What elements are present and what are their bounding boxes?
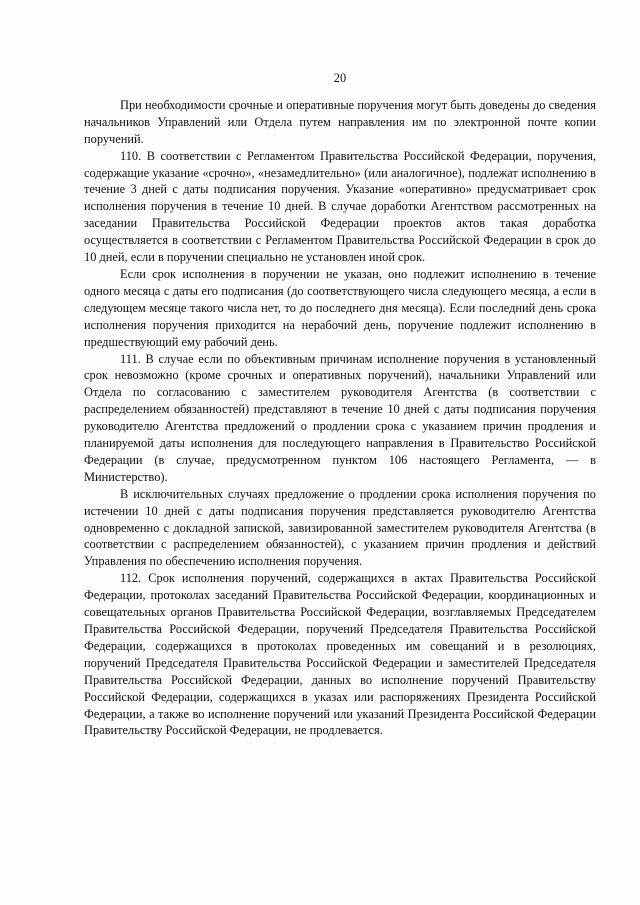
- paragraph-110-no-deadline: Если срок исполнения в поручении не указан, оно подлежит исполнению в течение одного месяца с даты его подписания (до соответствующего числа следующего месяца, а если в следующем месяце такого числа нет, то до последнего дня месяца). Если последний день срока исполнения поручения приходится на нерабочий день, поручение подлежит исполнению в предшествующий ему рабочий день.: [84, 266, 596, 349]
- page-number: 20: [333, 71, 347, 85]
- paragraph-111-exceptional-cases: В исключительных случаях предложение о продлении срока исполнения поручения по истечении 10 дней с даты подписания поручения представляется руководителю Агентства одновременно с докладной запиской, завизированной заместителем руководителя Агентства (в соответствии с распределением обязанностей), с указанием причин продления и действий Управления по обеспечению исполнения поручения.: [84, 486, 596, 569]
- paragraph-urgent-orders-email: При необходимости срочные и оперативные поручения могут быть доведены до сведения начальников Управлений или Отдела путем направления им по электронной почте копии поручений.: [84, 97, 596, 146]
- paragraph-112: 112. Срок исполнения поручений, содержащихся в актах Правительства Российской Федерации, протоколах заседаний Правительства Российской Федерации, координационных и совещательных органов Правительства Российской Федерации, возглавляемых Председателем Правительства Российской Федерации, поручений Председателя Правительства Российской Федерации, содержащихся в протоколах проведенных им совещаний и в резолюциях, поручений Председателя Правительства Российской Федерации и заместителей Председателя Правительства Российской Федерации, данных во исполнение поручений Правительству Российской Федерации, содержащихся в указах или распоряжениях Президента Российской Федерации, а также во исполнение поручений или указаний Президента Российской Федерации Правительству Российской Федерации, не продлевается.: [84, 571, 596, 738]
- paragraph-111: 111. В случае если по объективным причинам исполнение поручения в установленный срок невозможно (кроме срочных и оперативных поручений), начальники Управлений или Отдела по согласованию с заместителем руководителя Агентства (в соответствии с распределением обязанностей) представляют в течение 10 дней с даты подписания поручения руководителю Агентства предложений о продлении срока с указанием причин продления и планируемой даты исполнения для последующего направления в Правительство Российской Федерации (в случае, предусмотренном пунктом 106 настоящего Регламента, — в Министерство).: [84, 351, 596, 484]
- paragraph-110: 110. В соответствии с Регламентом Правительства Российской Федерации, поручения, содержащие указание «срочно», «незамедлительно» (или аналогичное), подлежат исполнению в течение 3 дней с даты подписания поручения. Указание «оперативно» предусматривает срок исполнения поручения в течение 10 дней. В случае доработки Агентством рассмотренных на заседании Правительства Российской Федерации проектов актов такая доработка осуществляется в соответствии с Регламентом Правительства Российской Федерации в срок до 10 дней, если в поручении специально не установлен иной срок.: [84, 148, 596, 265]
